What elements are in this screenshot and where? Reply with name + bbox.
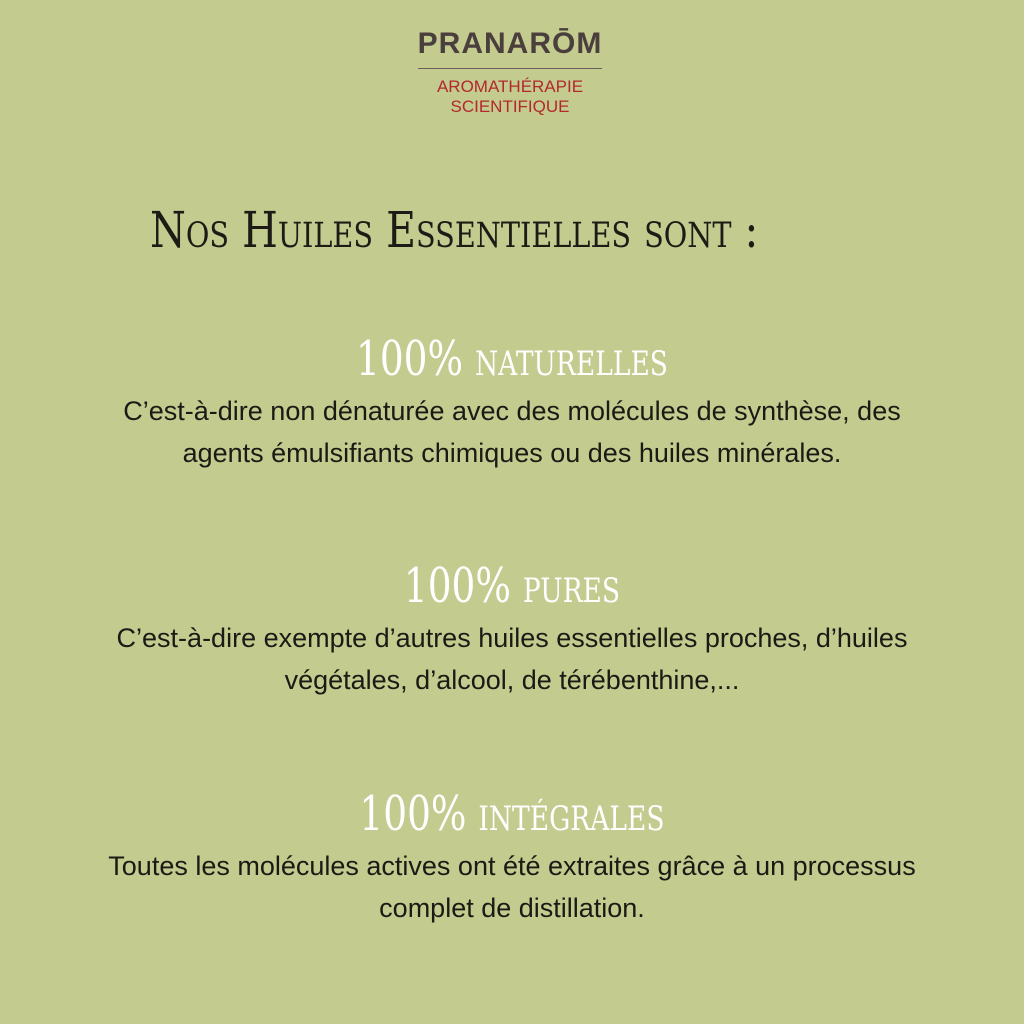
section-text-line1: C’est-à-dire exempte d’autres huiles essentielles proches, d’huiles: [116, 623, 908, 653]
page-headline: Nos Huiles Essentielles sont :: [150, 201, 759, 259]
section-title: 100% naturelles: [356, 331, 668, 387]
section-text-line1: C’est-à-dire non dénaturée avec des molécules de synthèse, des: [123, 396, 901, 426]
brand-name: PRANARŌM: [417, 27, 603, 60]
section-text-line2: végétales, d’alcool, de térébenthine,...: [284, 665, 740, 695]
section-pures: [20, 555, 1004, 701]
section-text-line2: complet de distillation.: [379, 893, 645, 923]
section-integrales: [20, 783, 1004, 929]
section-naturelles: [20, 328, 1004, 474]
brand-logo: [360, 26, 660, 117]
brand-tagline-line2: SCIENTIFIQUE: [450, 97, 570, 116]
brand-tagline-line1: AROMATHÉRAPIE: [436, 77, 584, 96]
section-title: 100% intégrales: [359, 786, 665, 842]
section-text-line2: agents émulsifiants chimiques ou des huiles minérales.: [182, 438, 842, 468]
section-title: 100% pures: [403, 558, 621, 614]
section-text-line1: Toutes les molécules actives ont été extraites grâce à un processus: [108, 851, 916, 881]
logo-divider: [418, 68, 602, 69]
